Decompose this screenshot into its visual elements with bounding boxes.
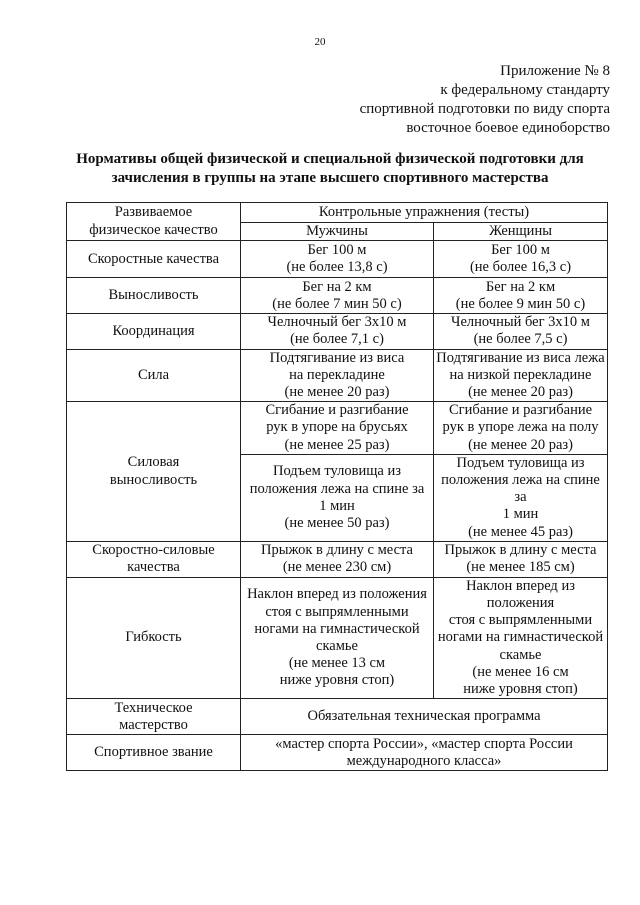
women-cell bbox=[434, 541, 608, 577]
women-cell bbox=[434, 349, 608, 402]
quality-cell bbox=[67, 402, 241, 542]
women-cell-line: скамье bbox=[499, 646, 542, 663]
quality-cell-line: Выносливость bbox=[108, 287, 199, 304]
appendix-line: к федеральному стандарту bbox=[440, 82, 610, 98]
quality-cell-line: Скоростные качества bbox=[87, 250, 220, 267]
header-quality-line: Развиваемое bbox=[114, 204, 193, 221]
women-cell-line: (не менее 20 раз) bbox=[468, 384, 573, 401]
men-cell-line: положения лежа на спине за bbox=[249, 480, 425, 497]
men-cell-line: Челночный бег 3x10 м bbox=[267, 314, 407, 331]
appendix-header bbox=[360, 62, 610, 138]
women-cell bbox=[434, 278, 608, 314]
quality-cell-line: Техническое bbox=[114, 699, 193, 716]
table-row bbox=[67, 735, 608, 771]
women-cell-line: рук в упоре лежа на полу bbox=[442, 419, 599, 436]
quality-cell-line: выносливость bbox=[109, 471, 198, 488]
header-men: Мужчины bbox=[241, 223, 434, 241]
appendix-line: восточное боевое единоборство bbox=[406, 120, 610, 136]
header-quality-line: физическое качество bbox=[89, 221, 218, 238]
women-cell-line: Сгибание и разгибание bbox=[448, 402, 593, 419]
title-line: Нормативы общей физической и специальной физической подготовки для bbox=[76, 151, 584, 167]
men-cell bbox=[241, 278, 434, 314]
title-line: зачисления в группы на этапе высшего спортивного мастерства bbox=[111, 170, 549, 186]
men-cell-line: Подтягивание из виса bbox=[269, 349, 405, 366]
women-cell-line: (не более 7,5 с) bbox=[473, 331, 568, 348]
women-cell-line: ногами на гимнастической bbox=[437, 629, 604, 646]
men-cell-line: Сгибание и разгибание bbox=[265, 402, 409, 419]
norms-table bbox=[66, 202, 608, 771]
quality-cell-line: качества bbox=[127, 559, 180, 576]
men-cell-line: стоя с выпрямленными bbox=[265, 603, 409, 620]
table-row bbox=[67, 314, 608, 349]
women-cell-line: (не более 16,3 с) bbox=[469, 259, 572, 276]
appendix-line: Приложение № 8 bbox=[500, 63, 610, 79]
men-cell bbox=[241, 454, 434, 541]
women-cell-line: Бег 100 м bbox=[491, 242, 550, 258]
table-row bbox=[67, 241, 608, 278]
women-cell-line: Прыжок в длину с места bbox=[444, 542, 597, 559]
women-cell-line: Подтягивание из виса лежа bbox=[436, 349, 605, 366]
women-cell-line: (не менее 45 раз) bbox=[468, 523, 573, 540]
men-cell-line: Прыжок в длину с места bbox=[261, 542, 413, 559]
table-row bbox=[67, 278, 608, 314]
header-tests: Контрольные упражнения (тесты) bbox=[241, 203, 608, 223]
men-cell-line: 1 мин bbox=[319, 497, 355, 514]
women-cell-line: стоя с выпрямленными bbox=[448, 612, 593, 629]
both-cell-line: «мастер спорта России», «мастер спорта России bbox=[275, 735, 573, 752]
quality-cell-line: Сила bbox=[137, 366, 170, 383]
header-quality bbox=[67, 203, 241, 241]
men-cell-line: (не менее 25 раз) bbox=[284, 436, 390, 453]
men-cell-line: (не менее 50 раз) bbox=[284, 515, 390, 532]
men-cell bbox=[241, 349, 434, 402]
women-cell-line: положения лежа на спине за bbox=[441, 472, 600, 506]
men-cell-line: (не более 7 мин 50 с) bbox=[272, 295, 402, 312]
men-cell-line: Наклон вперед из положения bbox=[247, 586, 427, 603]
women-cell-line: (не менее 20 раз) bbox=[468, 436, 573, 453]
men-cell bbox=[241, 541, 434, 577]
both-cell-line: международного класса» bbox=[346, 752, 502, 769]
women-cell-line: на низкой перекладине bbox=[449, 366, 592, 383]
men-cell-line: (не менее 13 см bbox=[288, 655, 386, 672]
table-row bbox=[67, 577, 608, 698]
women-cell-line: Подъем туловища из bbox=[456, 454, 585, 471]
quality-cell bbox=[67, 349, 241, 402]
page-number: 20 bbox=[314, 36, 326, 48]
both-cell bbox=[241, 735, 608, 771]
men-cell bbox=[241, 402, 434, 455]
quality-cell-line: Скоростно-силовые bbox=[92, 542, 215, 559]
table-row bbox=[67, 699, 608, 735]
table-row bbox=[67, 402, 608, 455]
men-cell-line: Бег на 2 км bbox=[302, 278, 372, 295]
women-cell-line: (не менее 185 см) bbox=[466, 559, 575, 576]
women-cell-line: 1 мин bbox=[502, 506, 539, 523]
quality-cell bbox=[67, 314, 241, 349]
men-cell-line: на перекладине bbox=[289, 366, 385, 383]
quality-cell-line: Гибкость bbox=[125, 629, 182, 646]
header-women: Женщины bbox=[434, 223, 608, 241]
table-row bbox=[67, 349, 608, 402]
men-cell-line: (не более 7,1 с) bbox=[290, 331, 384, 348]
women-cell bbox=[434, 241, 608, 278]
men-cell-line: (не менее 20 раз) bbox=[284, 384, 390, 401]
women-cell-line: (не менее 16 см bbox=[472, 663, 569, 680]
men-cell-line: ниже уровня стоп) bbox=[279, 672, 395, 689]
quality-cell-line: мастерство bbox=[119, 716, 188, 733]
both-cell-line: Обязательная техническая программа bbox=[307, 708, 541, 725]
women-cell-line: (не более 9 мин 50 с) bbox=[455, 295, 586, 312]
men-cell-line: (не менее 230 см) bbox=[282, 559, 392, 576]
women-cell bbox=[434, 577, 608, 698]
both-cell bbox=[241, 699, 608, 735]
table-row bbox=[67, 541, 608, 577]
document-title bbox=[60, 150, 600, 188]
men-cell-line: Бег 100 м bbox=[307, 242, 367, 258]
quality-cell bbox=[67, 699, 241, 735]
quality-cell bbox=[67, 735, 241, 771]
quality-cell-line: Координация bbox=[112, 322, 195, 339]
men-cell bbox=[241, 314, 434, 349]
women-cell bbox=[434, 402, 608, 455]
men-cell bbox=[241, 577, 434, 698]
quality-cell bbox=[67, 541, 241, 577]
men-cell-line: (не более 13,8 с) bbox=[286, 259, 388, 276]
men-cell-line: ногами на гимнастической bbox=[254, 620, 420, 637]
women-cell bbox=[434, 454, 608, 541]
women-cell bbox=[434, 314, 608, 349]
men-cell bbox=[241, 241, 434, 278]
men-cell-line: скамье bbox=[316, 638, 358, 655]
men-cell-line: рук в упоре на брусьях bbox=[266, 419, 408, 436]
norms-body bbox=[67, 241, 608, 771]
quality-cell bbox=[67, 278, 241, 314]
quality-cell-line: Силовая bbox=[127, 454, 180, 471]
quality-cell bbox=[67, 577, 241, 698]
women-cell-line: Наклон вперед из положения bbox=[466, 577, 575, 612]
women-cell-line: Челночный бег 3x10 м bbox=[451, 314, 590, 331]
women-cell-line: ниже уровня стоп) bbox=[463, 681, 578, 698]
men-cell-line: Подъем туловища из bbox=[273, 463, 401, 480]
women-cell-line: Бег на 2 км bbox=[485, 278, 556, 295]
quality-cell bbox=[67, 241, 241, 278]
appendix-line: спортивной подготовки по виду спорта bbox=[359, 101, 610, 117]
quality-cell-line: Спортивное звание bbox=[94, 744, 213, 761]
